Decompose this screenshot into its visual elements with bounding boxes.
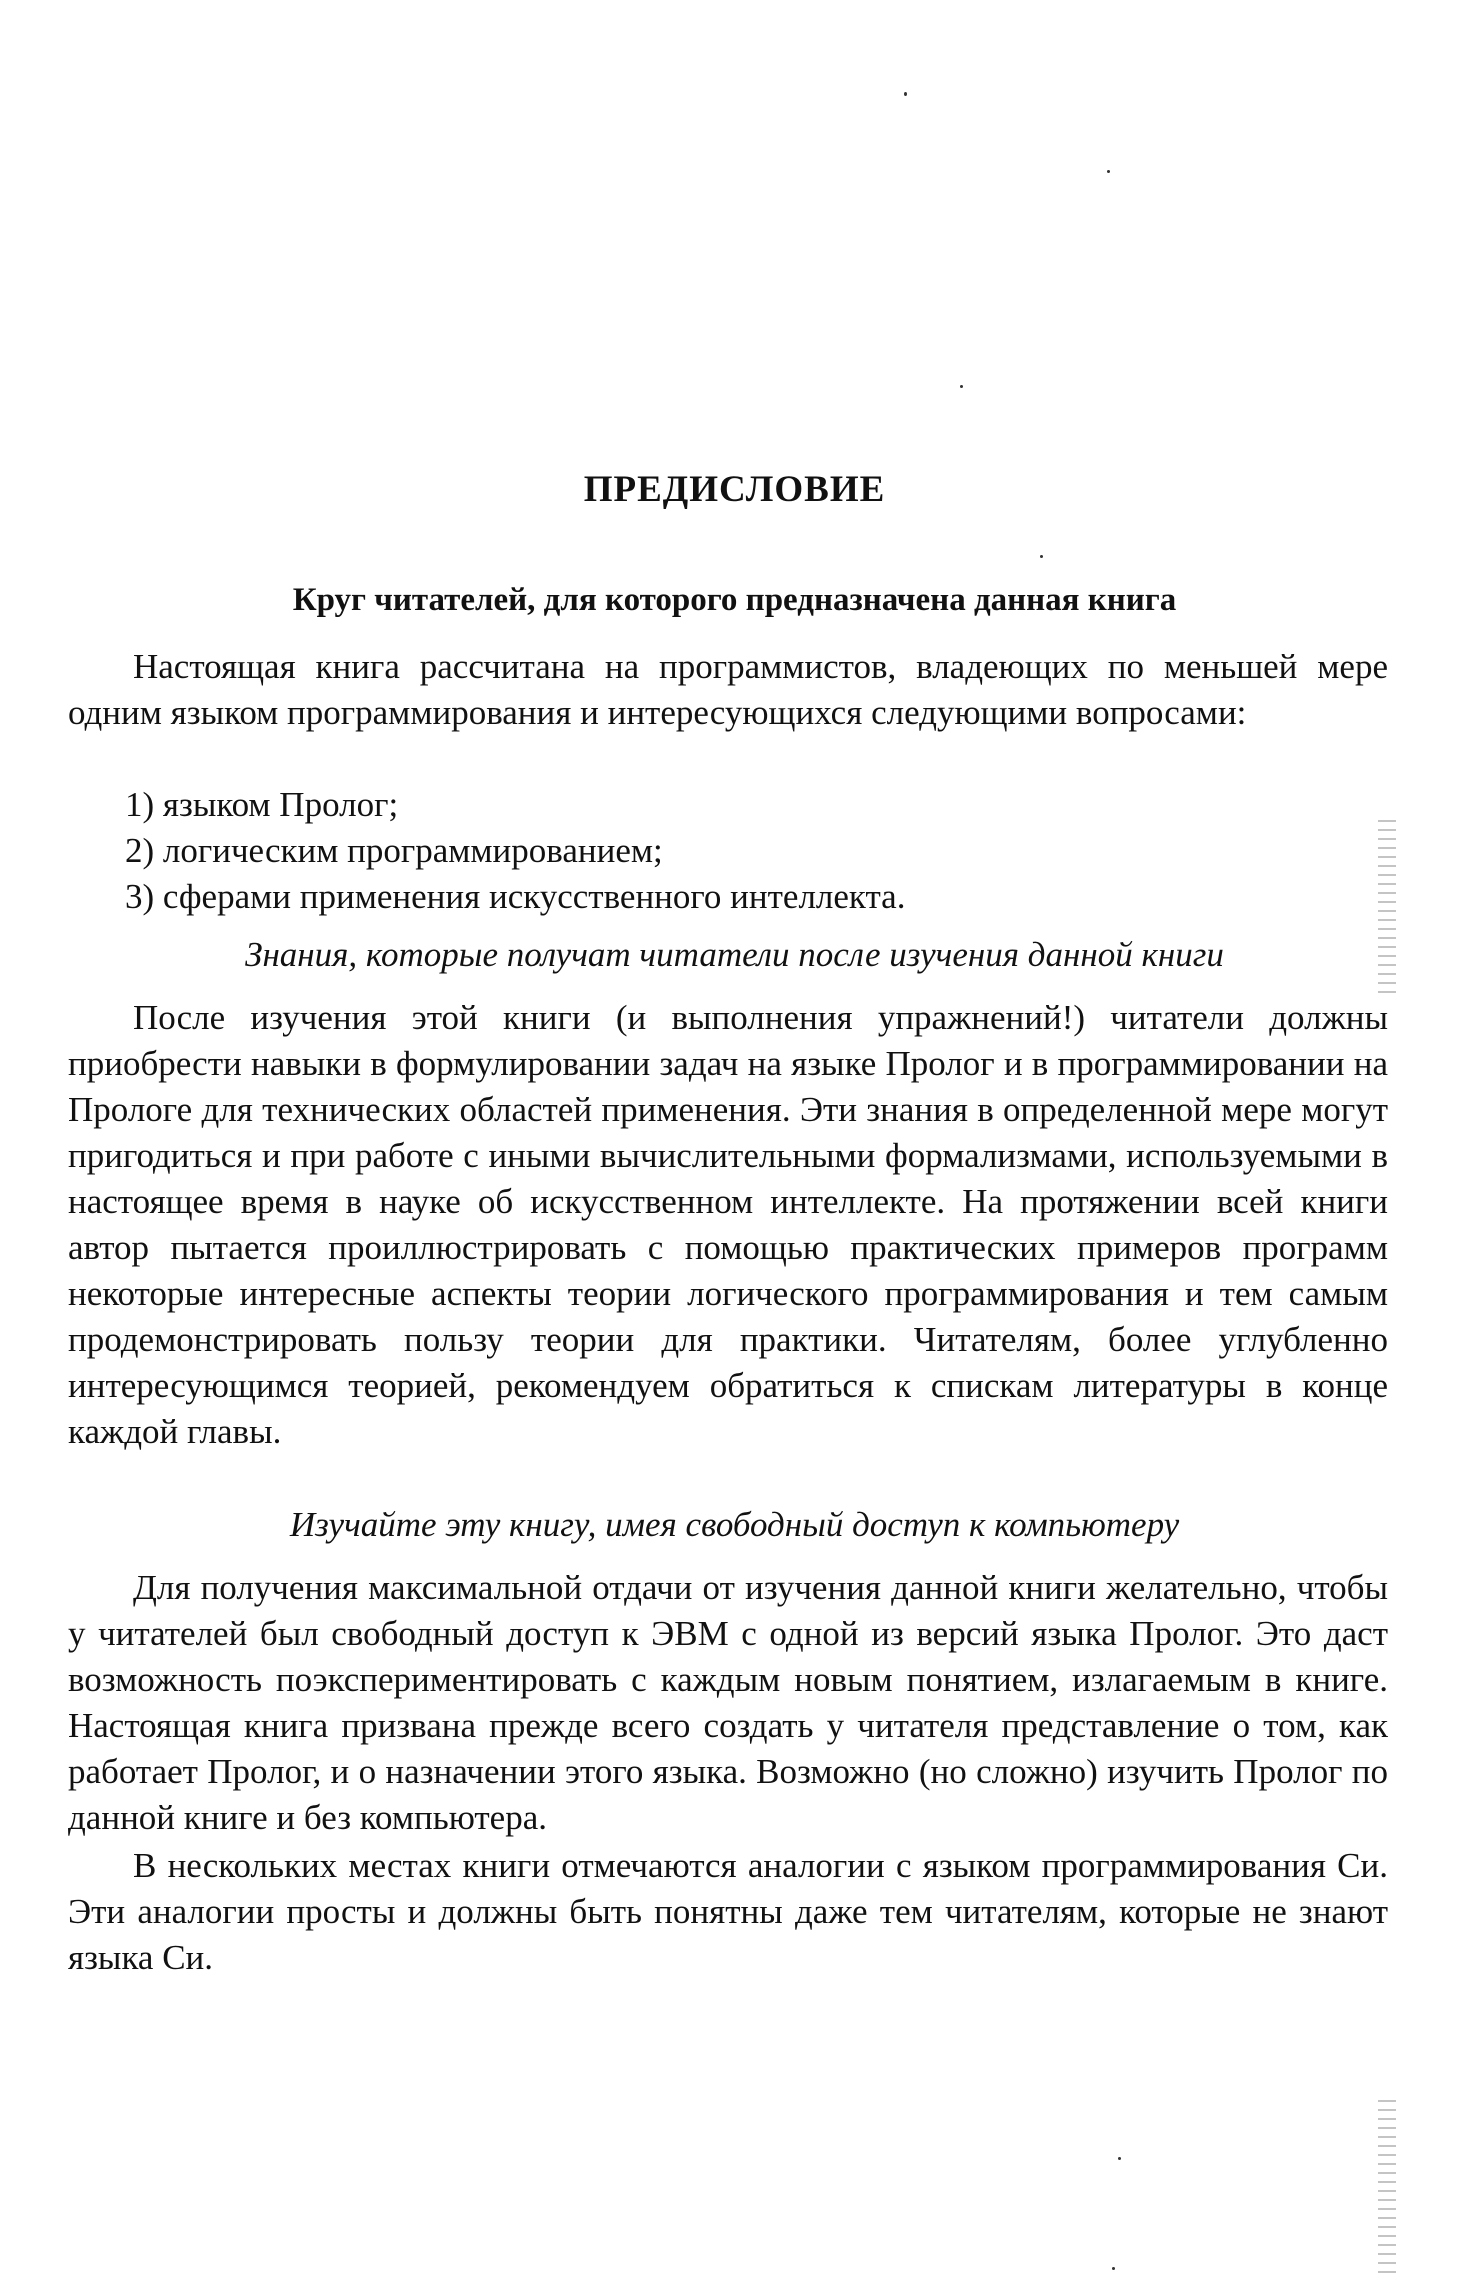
scan-edge-noise bbox=[1378, 2100, 1396, 2280]
paragraph: В нескольких местах книги отмечаются аналогии с языком программирования Си. Эти аналогии просты и должны быть понятны даже тем читателям, которые не знают языка Си. bbox=[68, 1846, 1388, 1977]
list-item: 1) языком Пролог; bbox=[125, 785, 399, 824]
section-heading-readers: Круг читателей, для которого предназначена данная книга bbox=[292, 582, 1177, 618]
scan-speck bbox=[1040, 555, 1043, 558]
page-title: ПРЕДИСЛОВИЕ bbox=[583, 469, 886, 510]
section-body-knowledge bbox=[68, 995, 1388, 1455]
paragraph: Для получения максимальной отдачи от изучения данной книги желательно, чтобы у читателей был свободный доступ к ЭВМ с одной из версий языка Пролог. Это даст возможность поэкспериментировать с каждым новым понятием, излагаемым в книге. Настоящая книга призвана прежде всего создать у читателя представление о том, как работает Пролог, и о назначении этого языка. Возможно (но сложно) изучить Пролог по данной книге и без компьютера. bbox=[68, 1568, 1388, 1837]
scan-speck bbox=[1118, 2157, 1121, 2160]
scan-speck bbox=[1107, 170, 1110, 173]
topics-list bbox=[125, 782, 905, 920]
list-item: 3) сферами применения искусственного интеллекта. bbox=[125, 877, 906, 916]
section-body-computer bbox=[68, 1565, 1388, 1981]
paragraph: Настоящая книга рассчитана на программистов, владеющих по меньшей мере одним языком программирования и интересующихся следующими вопросами: bbox=[68, 647, 1388, 732]
scan-speck bbox=[904, 92, 907, 96]
paragraph: После изучения этой книги (и выполнения упражнений!) читатели должны приобрести навыки в формулировании задач на языке Пролог и в программировании на Прологе для технических областей применения. Эти знания в определенной мере могут пригодиться и при работе с иными вычислительными формализмами, используемыми в настоящее время в науке об искусственном интеллекте. На протяжении всей книги автор пытается проиллюстрировать с помощью практических примеров программ некоторые интересные аспекты теории логического программирования и тем самым продемонстрировать пользу теории для практики. Читателям, более углубленно интересующимся теорией, рекомендуем обратиться к спискам литературы в конце каждой главы. bbox=[68, 998, 1388, 1451]
section-heading-computer: Изучайте эту книгу, имея свободный доступ к компьютеру bbox=[289, 1505, 1180, 1544]
section-heading-knowledge: Знания, которые получат читатели после изучения данной книги bbox=[245, 935, 1224, 974]
scan-speck bbox=[1112, 2267, 1115, 2270]
scan-speck bbox=[960, 385, 963, 388]
section-body-readers bbox=[68, 644, 1388, 736]
list-item: 2) логическим программированием; bbox=[125, 831, 663, 870]
scan-edge-noise bbox=[1378, 820, 1396, 1000]
